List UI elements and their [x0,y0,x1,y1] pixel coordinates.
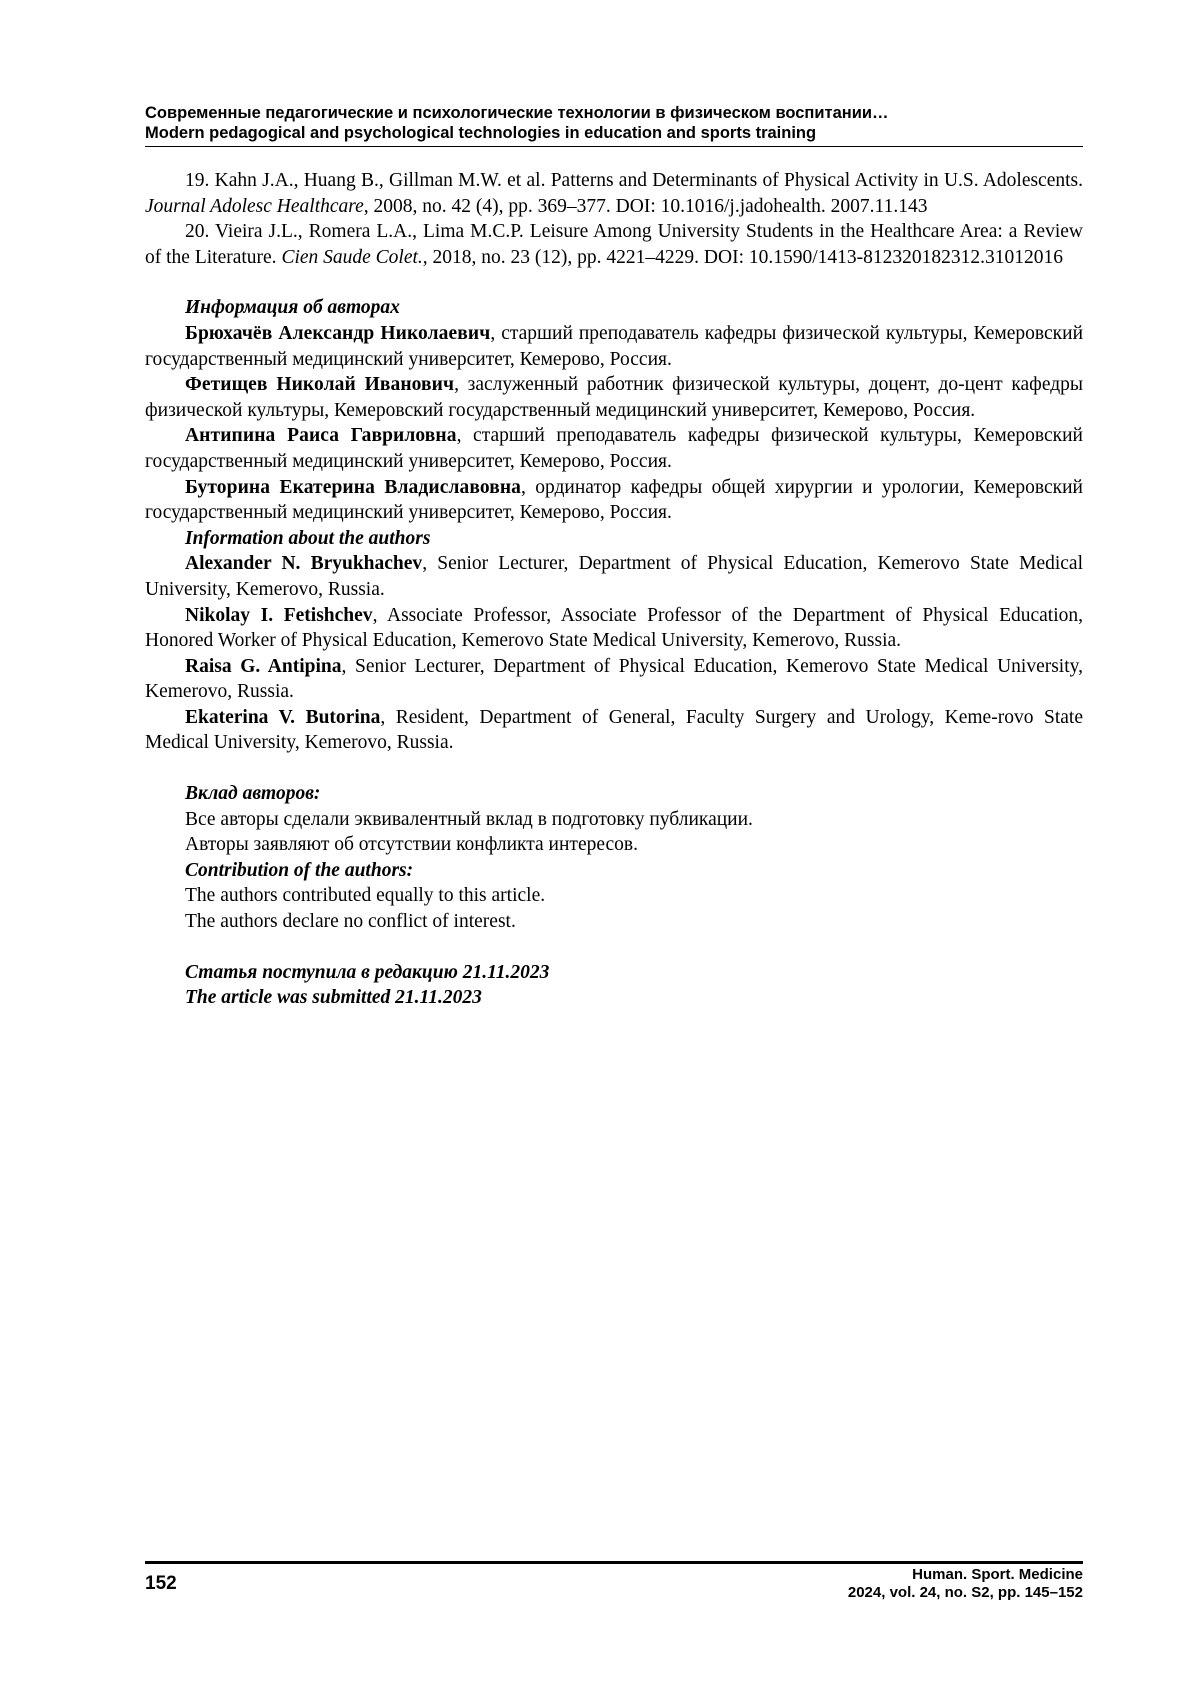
author-en-1-name: Alexander N. Bryukhachev [185,553,423,575]
author-ru-2-name: Фетищев Николай Иванович [185,374,455,396]
spacer [145,270,1083,295]
authors-ru-heading: Информация об авторах [185,297,400,319]
reference-20-tail: , 2018, no. 23 (12), pp. 4221–4229. DOI: 10.1590/1413-812320182312.31012016 [422,246,1064,268]
contribution-ru-line-2: Авторы заявляют об отсутствии конфликта интересов. [185,834,638,856]
author-ru-2 [145,372,1083,423]
author-ru-2-desc: , заслуженный работник физической культуры, доцент, до-цент кафедры физической культуры, Кемеровский государственный медицинский университет, Кемерово, Россия. [145,374,1083,421]
author-en-1-desc: , Senior Lecturer, Department of Physical Education, Kemerovo State Medical University, Kemerovo, Russia. [145,553,1083,600]
author-ru-4-desc: , ординатор кафедры общей хирургии и урологии, Кемеровский государственный медицинский университет, Кемерово, Россия. [145,476,1083,524]
author-en-4-desc: , Resident, Department of General, Faculty Surgery and Urology, Keme-rovo State Medical University, Kemerovo, Russia. [145,706,1083,754]
author-ru-3-name: Антипина Раиса Гавриловна [185,425,457,447]
reference-19-tail: , 2008, no. 42 (4), pp. 369–377. DOI: 10.1016/j.jadohealth. 2007.11.143 [363,195,928,217]
spacer [145,756,1083,781]
author-en-3-name: Raisa G. Antipina [185,655,342,677]
contribution-ru-line-1: Все авторы сделали эквивалентный вклад в подготовку публикации. [185,808,753,830]
author-ru-4 [145,475,1083,526]
spacer [145,935,1083,960]
header-divider [145,146,1083,147]
page-body [145,168,1083,1011]
author-ru-4-name: Буторина Екатерина Владиславовна [185,476,522,498]
footer-divider [145,1561,1083,1564]
author-en-3 [145,654,1083,705]
author-en-2 [145,603,1083,654]
author-en-4 [145,705,1083,756]
author-ru-1-name: Брюхачёв Александр Николаевич [185,322,491,344]
journal-info [848,1566,1083,1602]
authors-en-heading: Information about the authors [185,527,431,549]
author-en-2-desc: , Associate Professor, Associate Professor of the Department of Physical Education, Honored Worker of Physical Education, Kemerovo State Medical University, Kemerovo, Russia. [145,604,1083,652]
running-header [145,103,1083,143]
author-en-1 [145,551,1083,602]
author-ru-3-desc: , старший преподаватель кафедры физической культуры, Кемеровский государственный медицинский университет, Кемерово, Россия. [145,425,1083,472]
reference-20 [145,219,1083,270]
header-title-ru: Современные педагогические и психологические технологии в физическом воспитании… [145,104,889,122]
contribution-en-line-2: The authors declare no conflict of interest. [185,911,516,933]
reference-19 [145,168,1083,219]
author-en-4-name: Ekaterina V. Butorina [185,706,381,728]
reference-19-lead: 19. Kahn J.A., Huang B., Gillman M.W. et al. Patterns and Determinants of Physical Activity in U.S. Adolescents. [185,170,1083,191]
author-en-3-desc: , Senior Lecturer, Department of Physical Education, Kemerovo State Medical University, Kemerovo, Russia. [145,655,1083,703]
reference-20-lead: 20. Vieira J.L., Romera L.A., Lima M.C.P. Leisure Among University Students in the Healthcare Area: a Review of the Literature. [145,221,1083,268]
author-en-2-name: Nikolay I. Fetishchev [185,604,373,626]
page-number: 152 [145,1573,177,1594]
journal-name: Human. Sport. Medicine [912,1566,1083,1583]
submitted-en: The article was submitted 21.11.2023 [185,987,482,1009]
reference-20-journal: Cien Saude Colet. [281,246,423,268]
reference-19-journal: Journal Adolesc Healthcare [145,195,364,217]
author-ru-1-desc: , старший преподаватель кафедры физической культуры, Кемеровский государственный медицинский университет, Кемерово, Россия. [145,322,1084,370]
journal-issue: 2024, vol. 24, no. S2, pp. 145–152 [847,1584,1083,1601]
submitted-ru: Статья поступила в редакцию 21.11.2023 [185,961,550,983]
contribution-ru-heading: Вклад авторов: [185,783,321,805]
contribution-en-heading: Contribution of the authors: [185,859,414,881]
contribution-en-line-1: The authors contributed equally to this article. [185,885,546,907]
author-ru-3 [145,423,1083,474]
author-ru-1 [145,321,1083,372]
header-title-en: Modern pedagogical and psychological technologies in education and sports training [145,124,817,142]
